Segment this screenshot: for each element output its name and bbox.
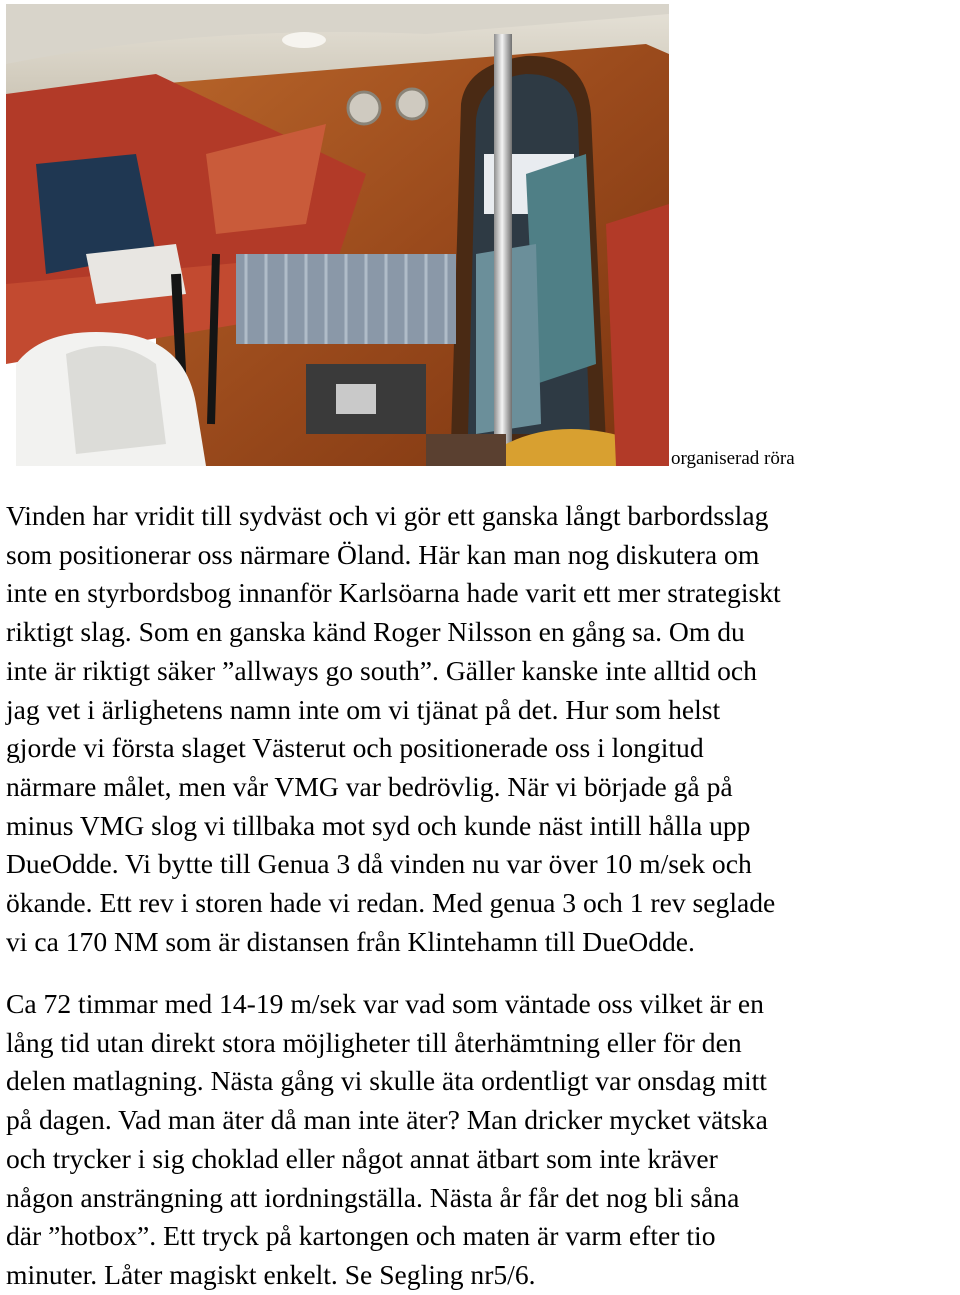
paragraph-sailing-tactics (6, 497, 958, 961)
text-line: närmare målet, men vår VMG var bedrövlig. När vi började gå på (6, 770, 733, 802)
text-line: inte är riktigt säker ”allways go south”. Gäller kanske inte alltid och (6, 654, 757, 686)
text-line: minus VMG slog vi tillbaka mot syd och kunde näst intill hålla upp (6, 809, 751, 841)
text-line: Ca 72 timmar med 14-19 m/sek var vad som väntade oss vilket är en (6, 988, 764, 1019)
text-line: gjorde vi första slaget Västerut och positionerade oss i longitud (6, 732, 704, 764)
text-line: som positionerar oss närmare Öland. Här kan man nog diskutera om (6, 538, 760, 570)
text-line: jag vet i ärlighetens namn inte om vi tjänat på det. Hur som helst (6, 693, 721, 725)
photo-boat-cabin-interior-icon (6, 4, 669, 466)
text-line: på dagen. Vad man äter då man inte äter? Man dricker mycket vätska (6, 1104, 768, 1136)
text-line: ökande. Ett rev i storen hade vi redan. Med genua 3 och 1 rev seglade (6, 887, 776, 919)
text-line: DueOdde. Vi bytte till Genua 3 då vinden nu var över 10 m/sek och (6, 848, 752, 880)
cabin-photo (6, 4, 669, 466)
text-line: inte en styrbordsbog innanför Karlsöarna hade varit ett mer strategiskt (6, 577, 781, 609)
text-line: någon ansträngning att iordningställa. Nästa år får det nog bli såna (6, 1181, 740, 1213)
text-line: Vinden har vridit till sydväst och vi gör ett ganska långt barbordsslag (6, 500, 769, 531)
text-line: riktigt slag. Som en ganska känd Roger Nilsson en gång sa. Om du (6, 616, 745, 648)
text-line: vi ca 170 NM som är distansen från Klintehamn till DueOdde. (6, 925, 695, 957)
text-line: delen matlagning. Nästa gång vi skulle äta ordentligt var onsdag mitt (6, 1065, 767, 1097)
paragraph-food-and-rest (6, 985, 958, 1295)
text-line: och trycker i sig choklad eller något annat ätbart som inte kräver (6, 1142, 718, 1174)
text-line: lång tid utan direkt stora möjligheter till återhämtning eller för den (6, 1026, 742, 1058)
text-line: där ”hotbox”. Ett tryck på kartongen och maten är varm efter tio (6, 1220, 716, 1252)
photo-caption: organiserad röra (671, 448, 795, 469)
text-line: minuter. Låter magiskt enkelt. Se Segling nr5/6. (6, 1258, 536, 1290)
